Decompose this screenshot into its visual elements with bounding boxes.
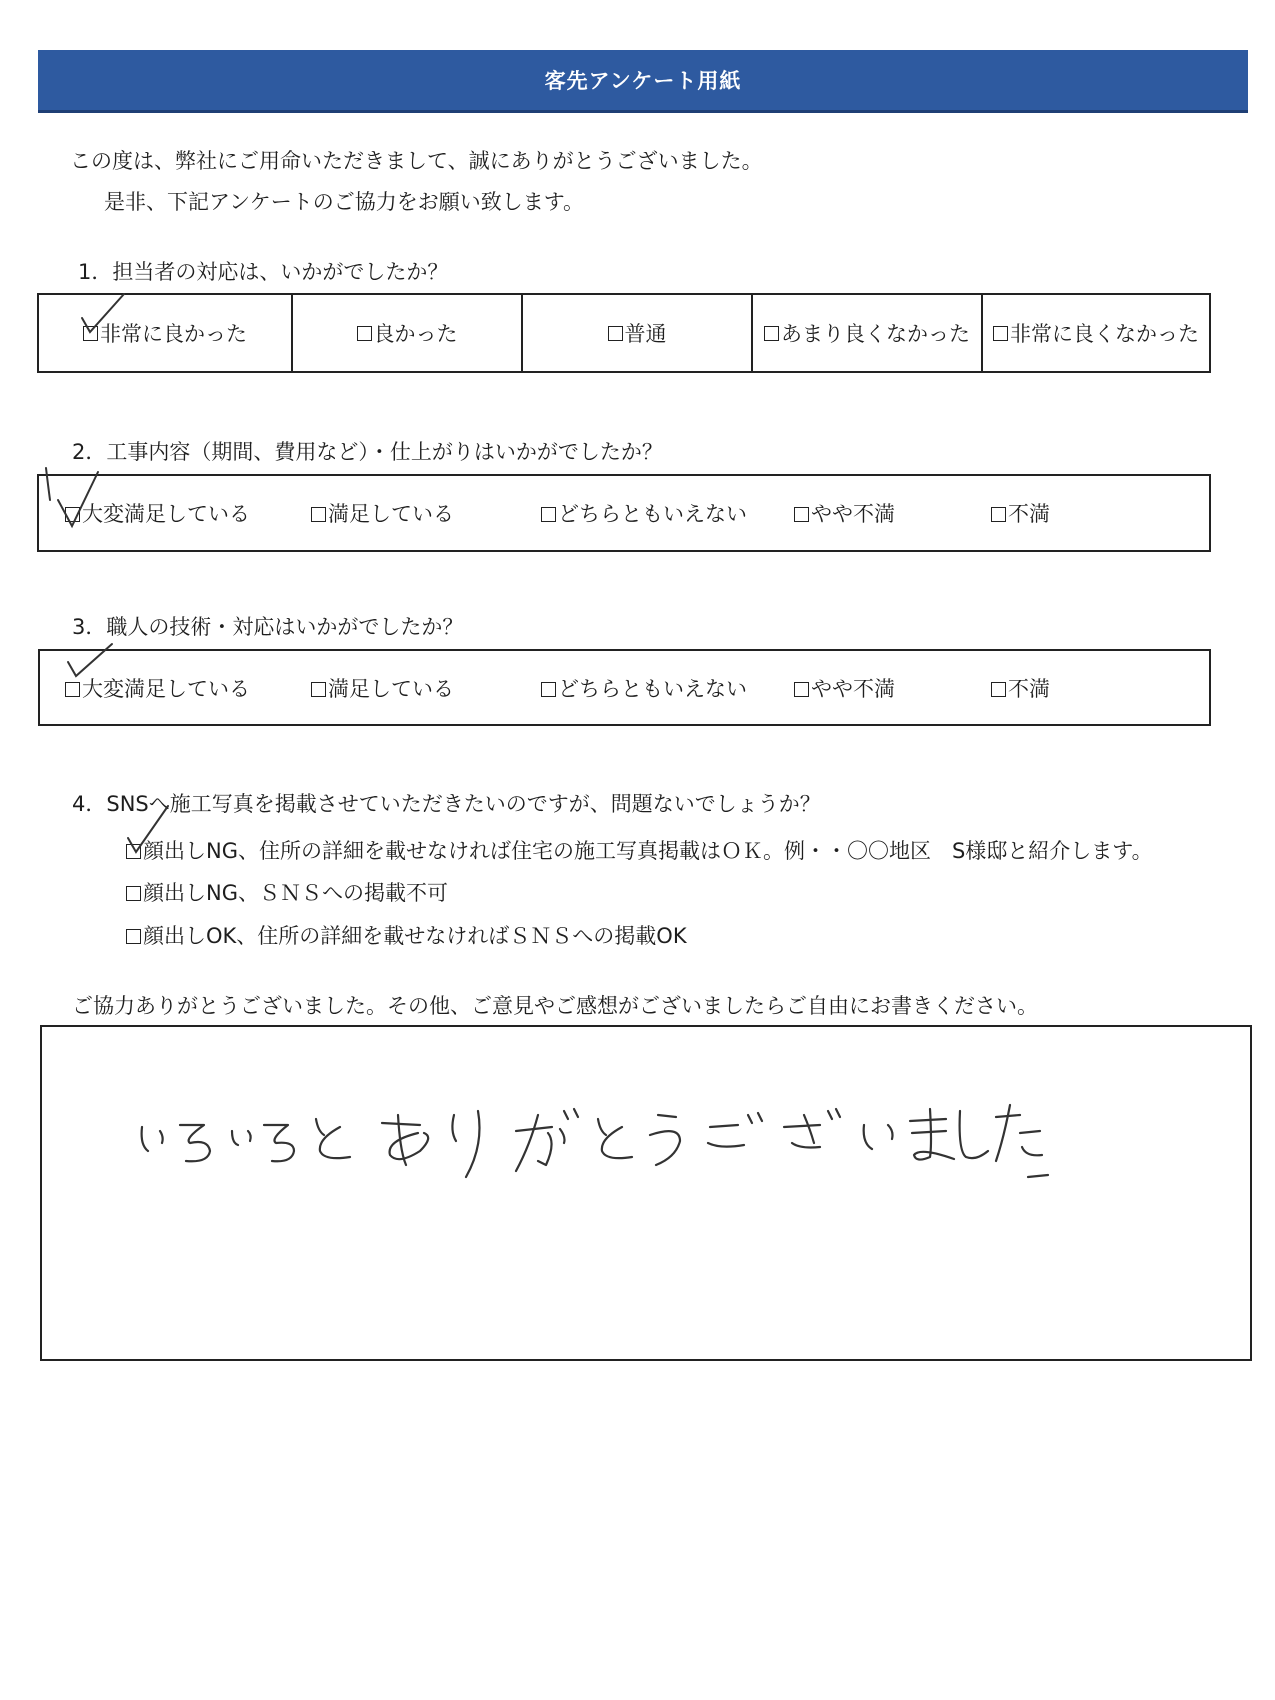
q2-option-slightly-dissatisfied[interactable]: やや不満	[794, 498, 895, 528]
intro-line-2: 是非、下記アンケートのご協力をお願い致します。	[104, 190, 585, 214]
q3-option-dissatisfied[interactable]: 不満	[991, 673, 1050, 703]
q2-option-very-satisfied[interactable]: 大変満足している	[65, 498, 250, 528]
q1-option-good[interactable]: 良かった	[293, 295, 523, 371]
checkbox[interactable]	[65, 682, 80, 697]
question-3-options	[38, 649, 1211, 726]
checkbox[interactable]	[608, 326, 623, 341]
q4-option-2[interactable]: 顔出しNG、ＳＮＳへの掲載不可	[126, 877, 448, 907]
question-3-title: 3．職人の技術・対応はいかがでしたか？	[72, 615, 464, 639]
q3-option-neutral[interactable]: どちらともいえない	[541, 673, 747, 703]
checkbox[interactable]	[993, 326, 1008, 341]
question-1-options	[37, 293, 1211, 373]
checkbox[interactable]	[541, 507, 556, 522]
q1-option-very-good[interactable]: 非常に良かった	[39, 295, 293, 371]
question-2-title: 2．工事内容（期間、費用など）・仕上がりはいかがでしたか？	[72, 440, 663, 464]
checkbox[interactable]	[126, 929, 141, 944]
checkbox[interactable]	[991, 507, 1006, 522]
q4-option-3[interactable]: 顔出しOK、住所の詳細を載せなければＳＮＳへの掲載OK	[126, 920, 687, 950]
checkbox[interactable]	[311, 682, 326, 697]
comments-prompt: ご協力ありがとうございました。その他、ご意見やご感想がございましたらご自由にお書きください。	[72, 994, 1038, 1018]
form-header	[38, 50, 1248, 113]
q2-option-dissatisfied[interactable]: 不満	[991, 498, 1050, 528]
checkbox[interactable]	[357, 326, 372, 341]
q2-option-satisfied[interactable]: 満足している	[311, 498, 454, 528]
question-4-title: 4．SNSへ施工写真を掲載させていただきたいのですが、問題ないでしょうか？	[72, 792, 821, 816]
intro-line-1: この度は、弊社にご用命いただきまして、誠にありがとうございました。	[70, 149, 763, 173]
checkbox[interactable]	[126, 886, 141, 901]
checkbox[interactable]	[794, 507, 809, 522]
question-1-title: 1．担当者の対応は、いかがでしたか？	[78, 260, 449, 284]
checkbox[interactable]	[65, 507, 80, 522]
q3-option-very-satisfied[interactable]: 大変満足している	[65, 673, 250, 703]
q1-option-not-good[interactable]: あまり良くなかった	[753, 295, 983, 371]
q3-option-slightly-dissatisfied[interactable]: やや不満	[794, 673, 895, 703]
checkbox[interactable]	[541, 682, 556, 697]
q1-option-very-bad[interactable]: 非常に良くなかった	[983, 295, 1209, 371]
checkbox[interactable]	[83, 326, 98, 341]
comments-box[interactable]	[40, 1025, 1252, 1361]
q1-option-average[interactable]: 普通	[523, 295, 753, 371]
checkbox[interactable]	[311, 507, 326, 522]
question-2-options	[37, 474, 1211, 552]
checkbox[interactable]	[764, 326, 779, 341]
q4-option-1[interactable]: 顔出しNG、住所の詳細を載せなければ住宅の施工写真掲載はＯＫ。例・・〇〇地区 S様邸と紹介します。	[126, 835, 1153, 865]
q2-option-neutral[interactable]: どちらともいえない	[541, 498, 747, 528]
form-title: 客先アンケート用紙	[544, 69, 742, 93]
checkbox[interactable]	[126, 844, 141, 859]
q3-option-satisfied[interactable]: 満足している	[311, 673, 454, 703]
checkbox[interactable]	[794, 682, 809, 697]
checkbox[interactable]	[991, 682, 1006, 697]
